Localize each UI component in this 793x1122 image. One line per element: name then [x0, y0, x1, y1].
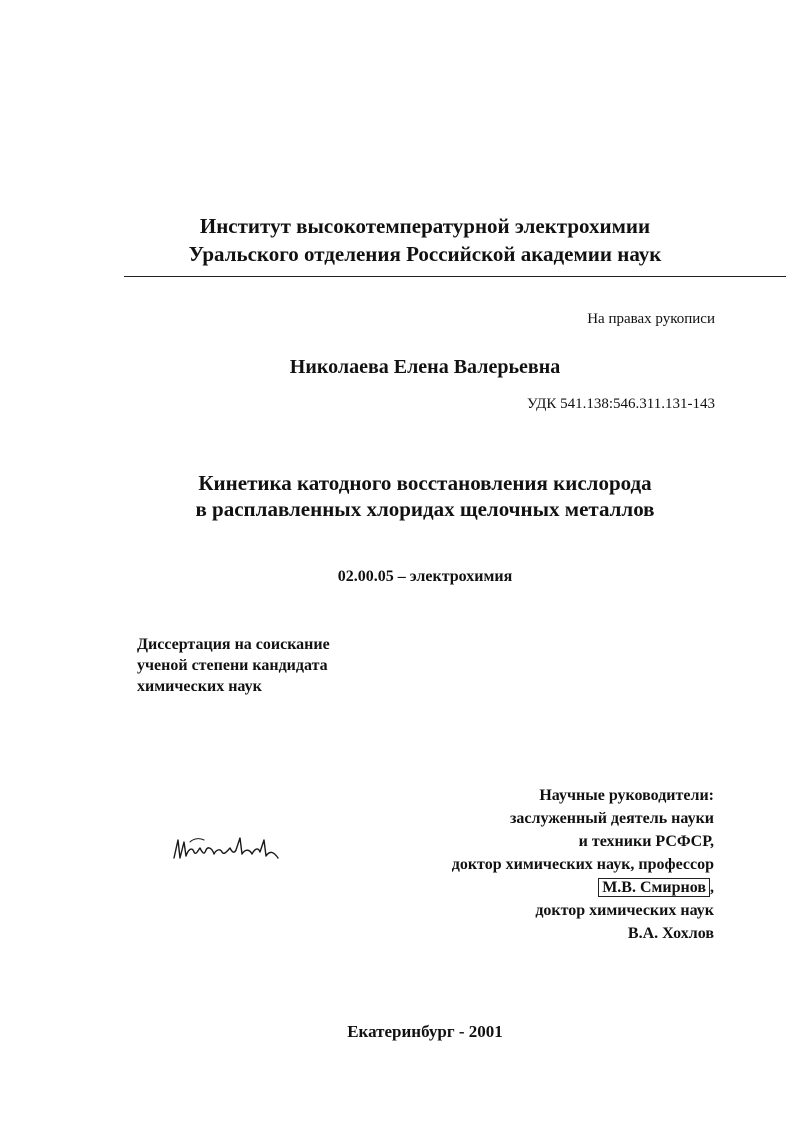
header-divider: [124, 276, 786, 277]
degree-statement: [137, 634, 437, 697]
thesis-title-line-1: Кинетика катодного восстановления кислорода: [198, 471, 652, 495]
institute-line-2: Уральского отделения Российской академии наук: [188, 242, 662, 266]
supervisor-1-name: М.В. Смирнов: [598, 878, 710, 897]
supervisor-1-title-line-1: заслуженный деятель науки: [509, 810, 714, 827]
udk-code: УДК 541.138:546.311.131-143: [527, 396, 715, 412]
thesis-title: [100, 470, 750, 522]
supervisor-1-title-line-3: доктор химических наук, профессор: [451, 856, 714, 873]
supervisors-heading: Научные руководители:: [539, 787, 714, 804]
supervisor-1-name-row: [350, 876, 714, 899]
city-year: Екатеринбург - 2001: [347, 1022, 503, 1041]
supervisor-1-title-line-2: и техники РСФСР,: [578, 833, 714, 850]
supervisor-2-name: В.А. Хохлов: [627, 925, 714, 942]
degree-line-1: Диссертация на соискание: [137, 636, 330, 653]
institute-line-1: Институт высокотемпературной электрохимии: [199, 214, 651, 238]
author-name: Николаева Елена Валерьевна: [289, 356, 561, 378]
manuscript-rights: На правах рукописи: [587, 311, 715, 327]
institute-header: [100, 212, 750, 268]
degree-line-2: ученой степени кандидата: [137, 657, 328, 674]
handwritten-signature: [170, 828, 282, 870]
supervisors-block: [350, 784, 714, 945]
specialty: 02.00.05 – электрохимия: [337, 568, 513, 585]
thesis-title-line-2: в расплавленных хлоридах щелочных металлов: [195, 497, 655, 521]
supervisor-1-name-suffix: ,: [710, 879, 714, 896]
degree-line-3: химических наук: [137, 678, 262, 695]
supervisor-2-title: доктор химических наук: [535, 902, 714, 919]
